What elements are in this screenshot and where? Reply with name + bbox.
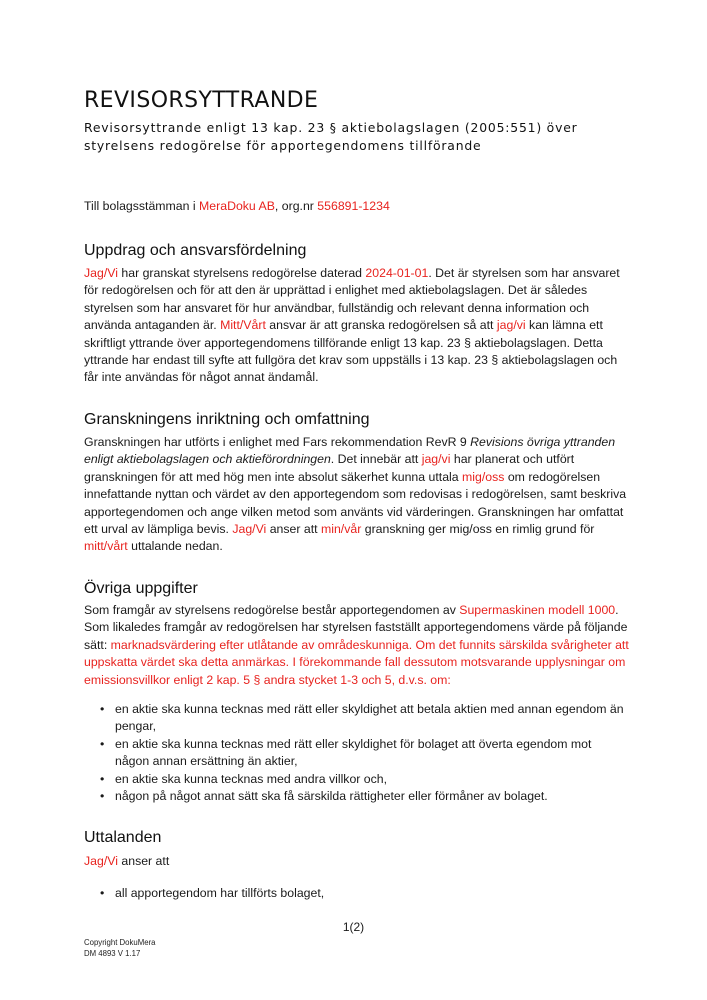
paragraph-ovriga: [84, 602, 629, 689]
bullet-icon: •: [100, 702, 105, 716]
text-run: anser att: [266, 522, 321, 537]
page-number: 1(2): [342, 920, 365, 934]
list-item-text: en aktie ska kunna tecknas med andra villkor och,: [115, 771, 388, 786]
placeholder-jag-vi: Jag/Vi: [84, 266, 118, 280]
bullet-list-uttalanden: [84, 885, 629, 902]
list-item-text: någon på något annat sätt ska få särskilda rättigheter eller förmåner av bolaget.: [115, 789, 548, 804]
list-item-text: en aktie ska kunna tecknas med rätt eller skyldighet att betala aktien med annan egendom än pengar,: [115, 702, 624, 734]
placeholder-date: 2024-01-01: [365, 266, 429, 280]
bullet-icon: •: [100, 886, 105, 900]
placeholder-apportegendom: Supermaskinen modell 1000: [459, 603, 616, 617]
text-run: har planerat och utfört granskningen för att med hög men inte absolut säkerhet kunna uttala: [84, 452, 575, 484]
list-item-text: en aktie ska kunna tecknas med rätt eller skyldighet för bolaget att överta egendom mot någon annan ersättning än aktier,: [115, 736, 592, 769]
list-item: [84, 788, 629, 805]
placeholder-jag-vi: jag/vi: [496, 318, 526, 333]
text-run: anser att: [117, 854, 170, 868]
heading-ovriga: Övriga uppgifter: [84, 580, 198, 597]
placeholder-jag-vi: Jag/Vi: [84, 854, 118, 868]
bullet-icon: •: [100, 736, 105, 751]
reference-title: Revisions övriga yttranden enligt aktiebolagslagen och aktieförordningen: [84, 435, 616, 467]
placeholder-jag-vi: Jag/Vi: [232, 522, 267, 537]
bullet-icon: •: [100, 771, 105, 786]
placeholder-jag-vi: jag/vi: [421, 452, 451, 467]
placeholder-mitt-vart: mitt/vårt: [84, 539, 128, 554]
footer-copyright: Copyright DokuMera: [84, 938, 156, 947]
addressee-line: [84, 198, 629, 215]
heading-uppdrag: Uppdrag och ansvarsfördelning: [84, 242, 307, 259]
text-run: . Som likaledes framgår av redogörelsen har styrelsen fastställt apportegendomens värde på följande sätt:: [84, 603, 628, 652]
placeholder-valuation-method: marknadsvärdering efter utlåtande av områdeskunniga. Om det funnits särskilda svårigheter att uppskatta värdet ska detta anmärkas. I förekommande fall dessutom motsvarande upplysningar om emissionsvillkor enligt 2 kap. 5 § andra stycket 1-3 och 5, d.v.s. om:: [84, 637, 629, 687]
paragraph-uttalanden: [84, 853, 629, 870]
text-run: kan lämna ett skriftligt yttrande över apportegendomens tillförande enligt 13 kap. 23 § aktiebolagslagen. Detta yttrande har endast till syfte att fullgöra det krav som uppställs i 13 kap. 23 § aktiebolagslagen och får inte användas för något annat ändamål.: [84, 318, 618, 385]
paragraph-granskning: [84, 434, 629, 556]
orgnr-prefix: , org.nr: [274, 199, 318, 213]
paragraph-uppdrag: [84, 265, 629, 387]
bullet-list-ovriga: [84, 701, 629, 805]
text-run: Som framgår av styrelsens redogörelse består apportegendomen av: [84, 603, 460, 617]
text-run: Granskningen har utförts i enlighet med Fars rekommendation RevR 9: [84, 435, 471, 449]
list-item: [84, 771, 629, 788]
footer-version: DM 4893 V 1.17: [84, 949, 141, 958]
heading-uttalanden: Uttalanden: [84, 829, 162, 846]
company-name: MeraDoku AB: [199, 199, 275, 213]
document-title: REVISORSYTTRANDE: [84, 88, 319, 113]
heading-granskning: Granskningens inriktning och omfattning: [84, 411, 370, 428]
bullet-icon: •: [100, 789, 105, 804]
text-run: uttalande nedan.: [127, 539, 223, 554]
text-run: har granskat styrelsens redogörelse daterad: [117, 266, 366, 280]
text-run: . Det är styrelsen som har ansvaret för redogörelsen och för att den är upprättad i enlighet med aktiebolagslagen. Det är således styrelsen som har ansvaret för hur användbar, fullständig och relevant denna information och använda antaganden är.: [84, 266, 620, 333]
text-run: . Det innebär att: [330, 452, 422, 467]
text-run: ansvar är att granska redogörelsen så att: [265, 318, 497, 333]
list-item: [84, 736, 629, 771]
placeholder-min-var: min/vår: [320, 522, 362, 537]
addressee-prefix: Till bolagsstämman i: [84, 199, 200, 213]
org-number: 556891-1234: [317, 199, 390, 213]
footer: [84, 937, 156, 959]
placeholder-mig-oss: mig/oss: [462, 469, 505, 484]
text-run: granskning ger mig/oss en rimlig grund för: [361, 522, 595, 537]
placeholder-mitt-vart: Mitt/Vårt: [220, 318, 266, 333]
list-item: [84, 701, 629, 736]
list-item-text: all apportegendom har tillförts bolaget,: [115, 886, 325, 900]
document-subtitle: Revisorsyttrande enligt 13 kap. 23 § aktiebolagslagen (2005:551) över styrelsens redogörelse för apportegendomens tillförande: [84, 120, 578, 153]
list-item: [84, 885, 629, 902]
text-run: om redogörelsen innefattande nyttan och värdet av den apportegendom som redovisas i redogörelsen, samt beskriva apportegendomen och ange vilken metod som använts vid värderingen. Granskningen har omfattat ett urval av lämpliga bevis.: [84, 469, 627, 537]
